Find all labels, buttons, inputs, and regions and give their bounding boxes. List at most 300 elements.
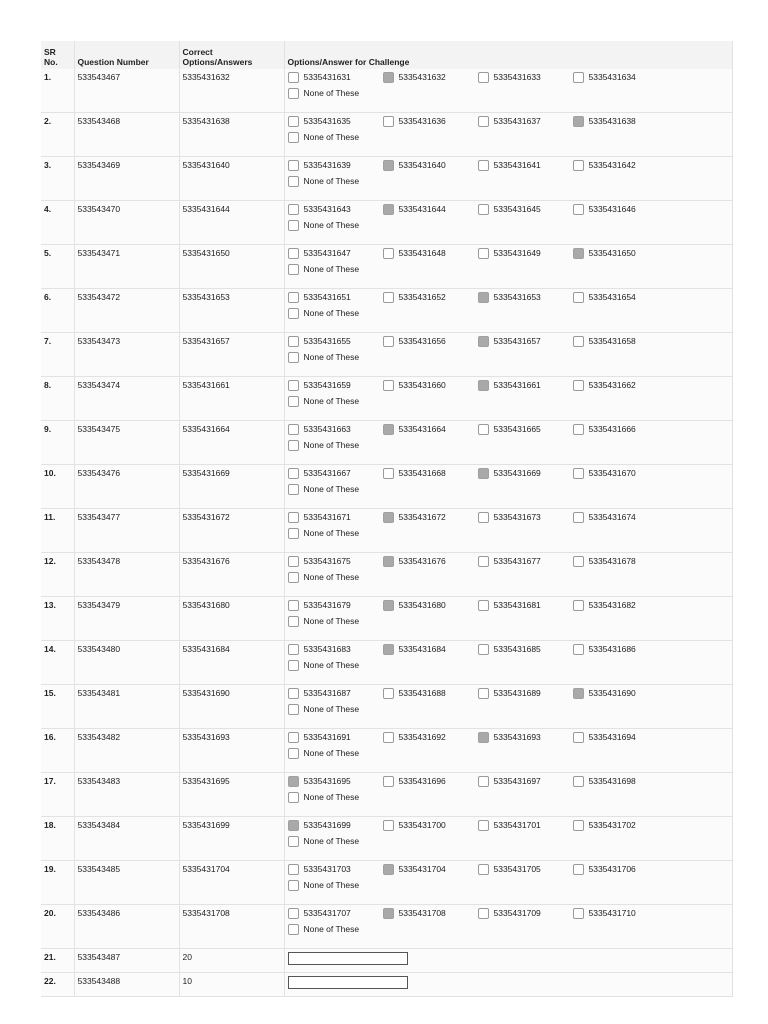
challenge-option[interactable] bbox=[478, 204, 573, 220]
correct-answer-cell: 5335431632 bbox=[179, 69, 284, 113]
none-of-these-option[interactable] bbox=[288, 924, 408, 940]
option-checkbox[interactable] bbox=[383, 820, 394, 831]
challenge-option[interactable] bbox=[478, 864, 573, 880]
option-checkbox[interactable] bbox=[573, 820, 584, 831]
table-row bbox=[41, 817, 732, 861]
challenge-options-cell bbox=[284, 421, 732, 465]
none-of-these-option[interactable] bbox=[288, 572, 408, 588]
none-of-these-checkbox[interactable] bbox=[288, 704, 299, 715]
option-label: 5335431655 bbox=[303, 336, 351, 346]
question-number-cell: 533543474 bbox=[74, 377, 179, 421]
option-label: 5335431661 bbox=[493, 380, 541, 390]
sr-no-cell: 22. bbox=[41, 973, 74, 997]
option-checkbox[interactable] bbox=[383, 556, 394, 567]
option-checkbox[interactable] bbox=[288, 424, 299, 435]
option-checkbox[interactable] bbox=[288, 732, 299, 743]
option-label: 5335431691 bbox=[303, 732, 351, 742]
challenge-option[interactable] bbox=[383, 248, 478, 264]
option-checkbox[interactable] bbox=[478, 908, 489, 919]
challenge-answer-cell bbox=[284, 973, 732, 997]
option-checkbox[interactable] bbox=[288, 72, 299, 83]
none-of-these-option[interactable] bbox=[288, 308, 408, 324]
option-checkbox[interactable] bbox=[478, 468, 489, 479]
challenge-option[interactable] bbox=[573, 292, 668, 308]
none-of-these-option[interactable] bbox=[288, 220, 408, 236]
none-of-these-option[interactable] bbox=[288, 836, 408, 852]
option-checkbox[interactable] bbox=[383, 908, 394, 919]
none-of-these-checkbox[interactable] bbox=[288, 264, 299, 275]
challenge-option[interactable] bbox=[478, 512, 573, 528]
challenge-option[interactable] bbox=[383, 204, 478, 220]
option-checkbox[interactable] bbox=[288, 468, 299, 479]
option-checkbox[interactable] bbox=[573, 292, 584, 303]
option-checkbox[interactable] bbox=[288, 512, 299, 523]
challenge-options-cell bbox=[284, 377, 732, 421]
challenge-option[interactable] bbox=[478, 908, 573, 924]
question-number-cell: 533543467 bbox=[74, 69, 179, 113]
challenge-option[interactable] bbox=[288, 600, 383, 616]
challenge-option[interactable] bbox=[573, 468, 668, 484]
challenge-option[interactable] bbox=[383, 512, 478, 528]
challenge-option[interactable] bbox=[573, 864, 668, 880]
none-of-these-checkbox[interactable] bbox=[288, 792, 299, 803]
challenge-option[interactable] bbox=[288, 864, 383, 880]
option-checkbox[interactable] bbox=[288, 864, 299, 875]
none-of-these-checkbox[interactable] bbox=[288, 352, 299, 363]
correct-answer-cell: 5335431664 bbox=[179, 421, 284, 465]
table-row bbox=[41, 421, 732, 465]
option-checkbox[interactable] bbox=[383, 380, 394, 391]
option-checkbox[interactable] bbox=[478, 292, 489, 303]
challenge-option[interactable] bbox=[573, 204, 668, 220]
sr-no-cell: 13. bbox=[41, 597, 74, 641]
challenge-option[interactable] bbox=[383, 820, 478, 836]
option-label: 5335431650 bbox=[588, 248, 636, 258]
question-number-cell: 533543471 bbox=[74, 245, 179, 289]
challenge-option[interactable] bbox=[288, 248, 383, 264]
table-row bbox=[41, 597, 732, 641]
question-number-cell: 533543476 bbox=[74, 465, 179, 509]
option-checkbox[interactable] bbox=[478, 72, 489, 83]
question-number-cell: 533543488 bbox=[74, 973, 179, 997]
challenge-option[interactable] bbox=[383, 380, 478, 396]
option-label: 5335431705 bbox=[493, 864, 541, 874]
table-row bbox=[41, 113, 732, 157]
option-checkbox[interactable] bbox=[478, 248, 489, 259]
option-label: 5335431675 bbox=[303, 556, 351, 566]
challenge-option[interactable] bbox=[383, 644, 478, 660]
none-of-these-option[interactable] bbox=[288, 880, 408, 896]
option-checkbox[interactable] bbox=[478, 512, 489, 523]
challenge-option[interactable] bbox=[478, 776, 573, 792]
challenge-option[interactable] bbox=[573, 644, 668, 660]
option-checkbox[interactable] bbox=[573, 336, 584, 347]
option-label: 5335431678 bbox=[588, 556, 636, 566]
none-of-these-checkbox[interactable] bbox=[288, 528, 299, 539]
option-checkbox[interactable] bbox=[383, 468, 394, 479]
option-checkbox[interactable] bbox=[478, 204, 489, 215]
option-checkbox[interactable] bbox=[478, 820, 489, 831]
option-checkbox[interactable] bbox=[573, 864, 584, 875]
none-of-these-checkbox[interactable] bbox=[288, 176, 299, 187]
correct-answer-cell: 5335431693 bbox=[179, 729, 284, 773]
option-label: 5335431709 bbox=[493, 908, 541, 918]
option-checkbox[interactable] bbox=[478, 116, 489, 127]
option-checkbox[interactable] bbox=[288, 644, 299, 655]
option-label: 5335431659 bbox=[303, 380, 351, 390]
option-checkbox[interactable] bbox=[478, 380, 489, 391]
option-checkbox[interactable] bbox=[573, 512, 584, 523]
none-of-these-label: None of These bbox=[303, 264, 360, 274]
option-label: 5335431663 bbox=[303, 424, 351, 434]
option-checkbox[interactable] bbox=[383, 644, 394, 655]
question-number-cell: 533543477 bbox=[74, 509, 179, 553]
challenge-option[interactable] bbox=[573, 72, 668, 88]
none-of-these-option[interactable] bbox=[288, 792, 408, 808]
question-number-cell: 533543480 bbox=[74, 641, 179, 685]
none-of-these-label: None of These bbox=[303, 924, 360, 934]
option-checkbox[interactable] bbox=[573, 468, 584, 479]
option-label: 5335431684 bbox=[398, 644, 446, 654]
option-checkbox[interactable] bbox=[383, 204, 394, 215]
challenge-option[interactable] bbox=[573, 380, 668, 396]
option-checkbox[interactable] bbox=[573, 248, 584, 259]
challenge-options-cell bbox=[284, 685, 732, 729]
challenge-option[interactable] bbox=[288, 336, 383, 352]
none-of-these-option[interactable] bbox=[288, 748, 408, 764]
question-number-cell: 533543483 bbox=[74, 773, 179, 817]
challenge-option[interactable] bbox=[478, 116, 573, 132]
option-label: 5335431686 bbox=[588, 644, 636, 654]
answer-key-panel bbox=[41, 41, 732, 997]
option-checkbox[interactable] bbox=[573, 688, 584, 699]
option-label: 5335431672 bbox=[398, 512, 446, 522]
option-checkbox[interactable] bbox=[383, 336, 394, 347]
option-checkbox[interactable] bbox=[478, 160, 489, 171]
option-checkbox[interactable] bbox=[478, 864, 489, 875]
question-number-cell: 533543484 bbox=[74, 817, 179, 861]
option-checkbox[interactable] bbox=[478, 556, 489, 567]
none-of-these-label: None of These bbox=[303, 616, 360, 626]
challenge-option[interactable] bbox=[383, 160, 478, 176]
none-of-these-option[interactable] bbox=[288, 396, 408, 412]
option-checkbox[interactable] bbox=[288, 204, 299, 215]
none-of-these-checkbox[interactable] bbox=[288, 484, 299, 495]
challenge-option[interactable] bbox=[383, 908, 478, 924]
table-body bbox=[41, 69, 732, 997]
option-checkbox[interactable] bbox=[478, 336, 489, 347]
option-checkbox[interactable] bbox=[383, 424, 394, 435]
challenge-options-cell bbox=[284, 289, 732, 333]
challenge-option[interactable] bbox=[478, 556, 573, 572]
option-checkbox[interactable] bbox=[478, 644, 489, 655]
option-label: 5335431708 bbox=[398, 908, 446, 918]
challenge-option[interactable] bbox=[478, 688, 573, 704]
correct-answer-cell: 5335431695 bbox=[179, 773, 284, 817]
challenge-option[interactable] bbox=[573, 600, 668, 616]
option-checkbox[interactable] bbox=[288, 292, 299, 303]
option-group bbox=[288, 864, 729, 896]
option-checkbox[interactable] bbox=[478, 600, 489, 611]
table-row bbox=[41, 289, 732, 333]
none-of-these-checkbox[interactable] bbox=[288, 880, 299, 891]
table-row bbox=[41, 201, 732, 245]
option-checkbox[interactable] bbox=[288, 116, 299, 127]
numeric-answer-input[interactable] bbox=[288, 952, 408, 965]
option-group bbox=[288, 72, 729, 104]
option-checkbox[interactable] bbox=[383, 600, 394, 611]
none-of-these-option[interactable] bbox=[288, 660, 408, 676]
option-checkbox[interactable] bbox=[383, 732, 394, 743]
option-checkbox[interactable] bbox=[383, 72, 394, 83]
question-number-cell: 533543482 bbox=[74, 729, 179, 773]
option-label: 5335431665 bbox=[493, 424, 541, 434]
none-of-these-option[interactable] bbox=[288, 440, 408, 456]
challenge-option[interactable] bbox=[288, 556, 383, 572]
question-number-cell: 533543472 bbox=[74, 289, 179, 333]
option-checkbox[interactable] bbox=[288, 908, 299, 919]
option-label: 5335431710 bbox=[588, 908, 636, 918]
none-of-these-label: None of These bbox=[303, 704, 360, 714]
sr-no-cell: 20. bbox=[41, 905, 74, 949]
option-checkbox[interactable] bbox=[383, 688, 394, 699]
challenge-option[interactable] bbox=[383, 688, 478, 704]
sr-no-cell: 14. bbox=[41, 641, 74, 685]
none-of-these-checkbox[interactable] bbox=[288, 616, 299, 627]
none-of-these-option[interactable] bbox=[288, 176, 408, 192]
option-checkbox[interactable] bbox=[573, 424, 584, 435]
question-number-cell: 533543469 bbox=[74, 157, 179, 201]
none-of-these-option[interactable] bbox=[288, 88, 408, 104]
challenge-options-cell bbox=[284, 201, 732, 245]
none-of-these-checkbox[interactable] bbox=[288, 836, 299, 847]
option-checkbox[interactable] bbox=[573, 204, 584, 215]
challenge-option[interactable] bbox=[478, 380, 573, 396]
sr-no-cell: 2. bbox=[41, 113, 74, 157]
none-of-these-checkbox[interactable] bbox=[288, 748, 299, 759]
challenge-option[interactable] bbox=[478, 424, 573, 440]
header-challenge-options: Options/Answer for Challenge bbox=[284, 41, 732, 69]
option-label: 5335431652 bbox=[398, 292, 446, 302]
challenge-option[interactable] bbox=[288, 292, 383, 308]
option-checkbox[interactable] bbox=[573, 908, 584, 919]
none-of-these-option[interactable] bbox=[288, 132, 408, 148]
option-checkbox[interactable] bbox=[573, 732, 584, 743]
challenge-option[interactable] bbox=[288, 380, 383, 396]
challenge-option[interactable] bbox=[383, 732, 478, 748]
option-label: 5335431633 bbox=[493, 72, 541, 82]
challenge-option[interactable] bbox=[383, 556, 478, 572]
challenge-option[interactable] bbox=[383, 424, 478, 440]
option-checkbox[interactable] bbox=[478, 424, 489, 435]
option-label: 5335431692 bbox=[398, 732, 446, 742]
question-number-cell: 533543479 bbox=[74, 597, 179, 641]
option-checkbox[interactable] bbox=[383, 292, 394, 303]
correct-answer-cell: 10 bbox=[179, 973, 284, 997]
option-group bbox=[288, 336, 729, 368]
challenge-option[interactable] bbox=[288, 644, 383, 660]
challenge-option[interactable] bbox=[573, 116, 668, 132]
challenge-option[interactable] bbox=[478, 820, 573, 836]
none-of-these-checkbox[interactable] bbox=[288, 220, 299, 231]
correct-answer-cell: 5335431640 bbox=[179, 157, 284, 201]
challenge-option[interactable] bbox=[573, 160, 668, 176]
challenge-option[interactable] bbox=[573, 424, 668, 440]
challenge-option[interactable] bbox=[478, 292, 573, 308]
challenge-option[interactable] bbox=[478, 644, 573, 660]
option-checkbox[interactable] bbox=[573, 160, 584, 171]
challenge-options-cell bbox=[284, 773, 732, 817]
option-group bbox=[288, 468, 729, 500]
none-of-these-checkbox[interactable] bbox=[288, 132, 299, 143]
none-of-these-option[interactable] bbox=[288, 484, 408, 500]
challenge-option[interactable] bbox=[288, 116, 383, 132]
option-label: 5335431673 bbox=[493, 512, 541, 522]
option-group bbox=[288, 160, 729, 192]
option-checkbox[interactable] bbox=[383, 864, 394, 875]
option-label: 5335431670 bbox=[588, 468, 636, 478]
challenge-option[interactable] bbox=[478, 336, 573, 352]
challenge-options-cell bbox=[284, 69, 732, 113]
challenge-option[interactable] bbox=[478, 248, 573, 264]
challenge-option[interactable] bbox=[573, 732, 668, 748]
option-label: 5335431680 bbox=[398, 600, 446, 610]
numeric-answer-input[interactable] bbox=[288, 976, 408, 989]
challenge-option[interactable] bbox=[288, 908, 383, 924]
challenge-option[interactable] bbox=[573, 688, 668, 704]
option-label: 5335431681 bbox=[493, 600, 541, 610]
option-checkbox[interactable] bbox=[288, 336, 299, 347]
option-checkbox[interactable] bbox=[288, 160, 299, 171]
challenge-option[interactable] bbox=[383, 776, 478, 792]
challenge-option[interactable] bbox=[288, 688, 383, 704]
none-of-these-checkbox[interactable] bbox=[288, 308, 299, 319]
none-of-these-checkbox[interactable] bbox=[288, 88, 299, 99]
option-label: 5335431656 bbox=[398, 336, 446, 346]
none-of-these-option[interactable] bbox=[288, 528, 408, 544]
option-checkbox[interactable] bbox=[573, 556, 584, 567]
none-of-these-option[interactable] bbox=[288, 264, 408, 280]
option-checkbox[interactable] bbox=[573, 776, 584, 787]
option-checkbox[interactable] bbox=[383, 248, 394, 259]
option-checkbox[interactable] bbox=[383, 512, 394, 523]
none-of-these-option[interactable] bbox=[288, 352, 408, 368]
challenge-option[interactable] bbox=[383, 292, 478, 308]
option-checkbox[interactable] bbox=[288, 600, 299, 611]
option-checkbox[interactable] bbox=[383, 776, 394, 787]
challenge-option[interactable] bbox=[288, 468, 383, 484]
option-checkbox[interactable] bbox=[383, 160, 394, 171]
challenge-option[interactable] bbox=[383, 116, 478, 132]
option-checkbox[interactable] bbox=[288, 556, 299, 567]
none-of-these-checkbox[interactable] bbox=[288, 396, 299, 407]
option-checkbox[interactable] bbox=[573, 644, 584, 655]
challenge-option[interactable] bbox=[383, 72, 478, 88]
option-checkbox[interactable] bbox=[288, 820, 299, 831]
option-label: 5335431667 bbox=[303, 468, 351, 478]
option-label: 5335431706 bbox=[588, 864, 636, 874]
none-of-these-checkbox[interactable] bbox=[288, 924, 299, 935]
none-of-these-option[interactable] bbox=[288, 616, 408, 632]
sr-no-cell: 7. bbox=[41, 333, 74, 377]
challenge-option[interactable] bbox=[573, 512, 668, 528]
option-checkbox[interactable] bbox=[288, 248, 299, 259]
challenge-option[interactable] bbox=[288, 72, 383, 88]
challenge-option[interactable] bbox=[573, 820, 668, 836]
option-checkbox[interactable] bbox=[573, 600, 584, 611]
challenge-option[interactable] bbox=[573, 556, 668, 572]
none-of-these-label: None of These bbox=[303, 132, 360, 142]
sr-no-cell: 12. bbox=[41, 553, 74, 597]
challenge-option[interactable] bbox=[383, 336, 478, 352]
challenge-option[interactable] bbox=[383, 468, 478, 484]
challenge-option[interactable] bbox=[288, 160, 383, 176]
correct-answer-cell: 5335431704 bbox=[179, 861, 284, 905]
option-label: 5335431639 bbox=[303, 160, 351, 170]
option-checkbox[interactable] bbox=[383, 116, 394, 127]
table-header-row bbox=[41, 41, 732, 69]
question-number-cell: 533543481 bbox=[74, 685, 179, 729]
option-checkbox[interactable] bbox=[288, 688, 299, 699]
option-checkbox[interactable] bbox=[573, 380, 584, 391]
challenge-option[interactable] bbox=[573, 908, 668, 924]
challenge-option[interactable] bbox=[478, 160, 573, 176]
challenge-option[interactable] bbox=[383, 864, 478, 880]
challenge-option[interactable] bbox=[478, 72, 573, 88]
option-label: 5335431648 bbox=[398, 248, 446, 258]
challenge-options-cell bbox=[284, 905, 732, 949]
option-checkbox[interactable] bbox=[288, 776, 299, 787]
option-label: 5335431703 bbox=[303, 864, 351, 874]
correct-answer-cell: 5335431680 bbox=[179, 597, 284, 641]
table-row bbox=[41, 333, 732, 377]
challenge-option[interactable] bbox=[288, 820, 383, 836]
challenge-option[interactable] bbox=[288, 732, 383, 748]
option-label: 5335431637 bbox=[493, 116, 541, 126]
option-checkbox[interactable] bbox=[288, 380, 299, 391]
option-checkbox[interactable] bbox=[478, 732, 489, 743]
none-of-these-option[interactable] bbox=[288, 704, 408, 720]
challenge-option[interactable] bbox=[478, 732, 573, 748]
option-checkbox[interactable] bbox=[573, 116, 584, 127]
challenge-option[interactable] bbox=[573, 776, 668, 792]
challenge-option[interactable] bbox=[288, 204, 383, 220]
challenge-option[interactable] bbox=[288, 776, 383, 792]
option-label: 5335431697 bbox=[493, 776, 541, 786]
header-correct-answers: Correct Options/Answers bbox=[179, 41, 284, 69]
option-label: 5335431693 bbox=[493, 732, 541, 742]
none-of-these-checkbox[interactable] bbox=[288, 440, 299, 451]
challenge-option[interactable] bbox=[288, 424, 383, 440]
option-checkbox[interactable] bbox=[478, 776, 489, 787]
challenge-option[interactable] bbox=[383, 600, 478, 616]
challenge-option[interactable] bbox=[573, 248, 668, 264]
challenge-option[interactable] bbox=[478, 600, 573, 616]
table-row bbox=[41, 245, 732, 289]
none-of-these-checkbox[interactable] bbox=[288, 660, 299, 671]
option-label: 5335431694 bbox=[588, 732, 636, 742]
challenge-option[interactable] bbox=[478, 468, 573, 484]
option-checkbox[interactable] bbox=[478, 688, 489, 699]
option-label: 5335431640 bbox=[398, 160, 446, 170]
option-checkbox[interactable] bbox=[573, 72, 584, 83]
challenge-option[interactable] bbox=[573, 336, 668, 352]
option-label: 5335431669 bbox=[493, 468, 541, 478]
none-of-these-checkbox[interactable] bbox=[288, 572, 299, 583]
none-of-these-label: None of These bbox=[303, 748, 360, 758]
challenge-option[interactable] bbox=[288, 512, 383, 528]
option-group bbox=[288, 204, 729, 236]
